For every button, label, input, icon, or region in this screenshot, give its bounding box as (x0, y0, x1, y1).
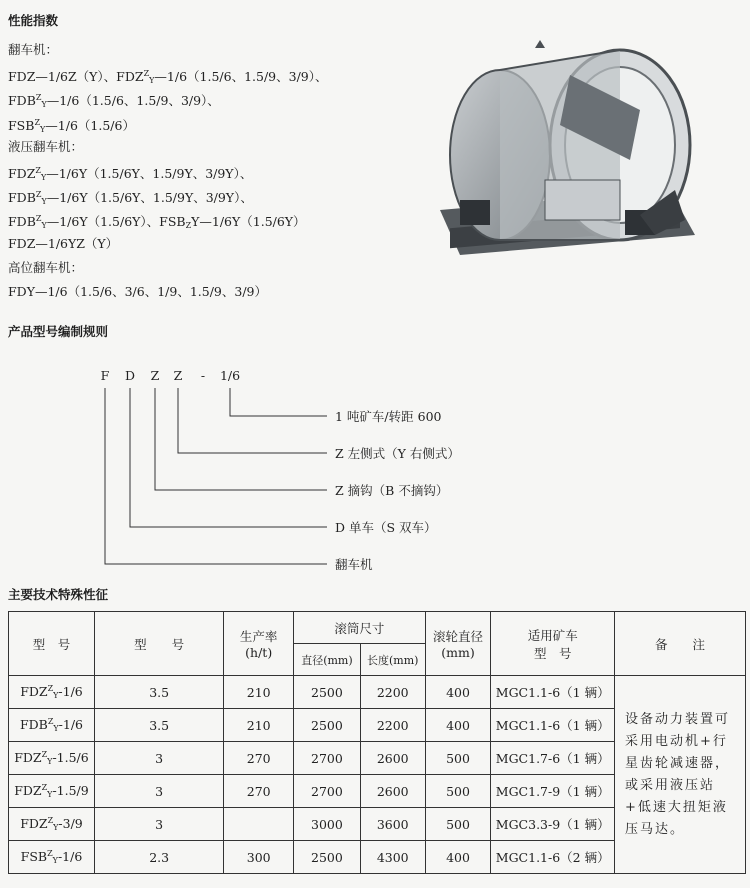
cell-diameter: 3000 (294, 808, 361, 841)
code-bracket-line (130, 388, 327, 527)
cell-type: 2.3 (94, 841, 223, 874)
cell-rate: 210 (224, 709, 294, 742)
performance-line: FDY—1/6（1.5/6、3/6、1/9、1.5/9、3/9） (8, 283, 268, 299)
cell-wheel: 400 (425, 676, 491, 709)
cell-type: 3 (94, 775, 223, 808)
cell-model: $FDZ^Z_Y-1.5/6$ (9, 742, 95, 775)
cell-car: MGC1.1-6（2 辆） (491, 841, 615, 874)
performance-line: $FDB^Z_Y—1/6Y(1.5/6Y$、1.5/9Y、3/9Y）、 (8, 190, 253, 207)
performance-line: $FDB^Z_Y—1/6(1.5/6$、1.5/9、3/9）、 (8, 93, 220, 110)
cell-type: 3 (94, 742, 223, 775)
cell-remark: 设备动力装置可采用电动机+行星齿轮减速器，或采用液压站+低速大扭矩液压马达。 (614, 676, 745, 874)
cell-wheel: 500 (425, 775, 491, 808)
cell-type: 3 (94, 808, 223, 841)
code-letter: D (124, 368, 136, 383)
performance-line: $FDB^Z_Y—1/6Y(1.5/6Y)$、$FSB_ZY—1/6Y(1.5/6Y)$ (8, 214, 306, 231)
cell-wheel: 500 (425, 742, 491, 775)
cell-diameter: 2500 (294, 841, 361, 874)
cell-length: 2600 (360, 775, 425, 808)
cell-car: MGC1.1-6（1 辆） (491, 676, 615, 709)
cell-rate: 270 (224, 775, 294, 808)
cell-car: MGC1.7-6（1 辆） (491, 742, 615, 775)
header-wheel: 滚轮直径 (mm) (425, 612, 491, 676)
cell-wheel: 400 (425, 709, 491, 742)
code-description: Z 摘钩（B 不摘钩） (335, 483, 449, 498)
performance-line: 高位翻车机： (8, 259, 84, 275)
specs-section-title: 主要技术特殊性征 (8, 587, 109, 602)
header-model: 型 号 (9, 612, 95, 676)
cell-car: MGC1.1-6（1 辆） (491, 709, 615, 742)
header-drum: 滚筒尺寸 (294, 612, 426, 644)
cell-rate: 270 (224, 742, 294, 775)
code-bracket-line (178, 388, 327, 453)
performance-line: FDZ—1/6Z（Y）、$FDZ^Z_Y—1/6(1.5/6$、1.5/9、3/9）、 (8, 69, 328, 86)
code-bracket-line (230, 388, 327, 416)
cell-model: $FDZ^Z_Y-3/9$ (9, 808, 95, 841)
header-remark: 备 注 (614, 612, 745, 676)
cell-model: $FDZ^Z_Y-1.5/9$ (9, 775, 95, 808)
cell-rate (224, 808, 294, 841)
performance-line: $FSB^Z_Y—1/6(1.5/6)$ (8, 117, 135, 134)
cell-wheel: 400 (425, 841, 491, 874)
header-rate: 生产率 (h/t) (224, 612, 294, 676)
cell-length: 2600 (360, 742, 425, 775)
cell-length: 3600 (360, 808, 425, 841)
code-description: D 单车（S 双车） (335, 520, 437, 535)
header-diameter: 直径(mm) (294, 644, 361, 676)
header-length: 长度(mm) (360, 644, 425, 676)
header-car: 适用矿车 型 号 (491, 612, 615, 676)
cell-rate: 210 (224, 676, 294, 709)
performance-line: $FDZ^Z_Y—1/6Y(1.5/6Y$、1.5/9Y、3/9Y）、 (8, 165, 253, 182)
coding-section-title: 产品型号编制规则 (8, 324, 109, 339)
header-model-2: 型 号 (94, 612, 223, 676)
table-row (9, 676, 746, 709)
cell-type: 3.5 (94, 676, 223, 709)
model-code-diagram (95, 360, 515, 570)
code-bracket-line (155, 388, 327, 490)
cell-model: $FSB^Z_Y-1/6$ (9, 841, 95, 874)
performance-line: 翻车机： (8, 42, 59, 57)
performance-line: 液压翻车机： (8, 138, 84, 154)
cell-diameter: 2700 (294, 775, 361, 808)
cell-length: 2200 (360, 676, 425, 709)
code-description: 1 吨矿车/转距 600 (335, 409, 442, 424)
cell-model: $FDB^Z_Y-1/6$ (9, 709, 95, 742)
spec-table (8, 611, 746, 874)
performance-line: FDZ—1/6YZ（Y） (8, 235, 119, 251)
code-bracket-line (105, 388, 327, 564)
code-description: Z 左侧式（Y 右侧式） (335, 446, 460, 461)
cell-rate: 300 (224, 841, 294, 874)
cell-model: $FDZ^Z_Y-1/6$ (9, 676, 95, 709)
cell-car: MGC3.3-9（1 辆） (491, 808, 615, 841)
cell-length: 4300 (360, 841, 425, 874)
cell-length: 2200 (360, 709, 425, 742)
performance-section-title: 性能指数 (8, 13, 59, 28)
cell-diameter: 2700 (294, 742, 361, 775)
cell-car: MGC1.7-9（1 辆） (491, 775, 615, 808)
cell-wheel: 500 (425, 808, 491, 841)
tipper-machine-photo (430, 40, 700, 275)
code-letter: 1/6 (219, 368, 241, 383)
code-letter: Z (150, 368, 160, 383)
cell-diameter: 2500 (294, 709, 361, 742)
code-description: 翻车机 (335, 557, 373, 570)
code-letter: - (200, 368, 206, 383)
code-letter: F (100, 368, 110, 383)
performance-list (8, 38, 428, 304)
code-letter: Z (173, 368, 183, 383)
cell-diameter: 2500 (294, 676, 361, 709)
cell-type: 3.5 (94, 709, 223, 742)
